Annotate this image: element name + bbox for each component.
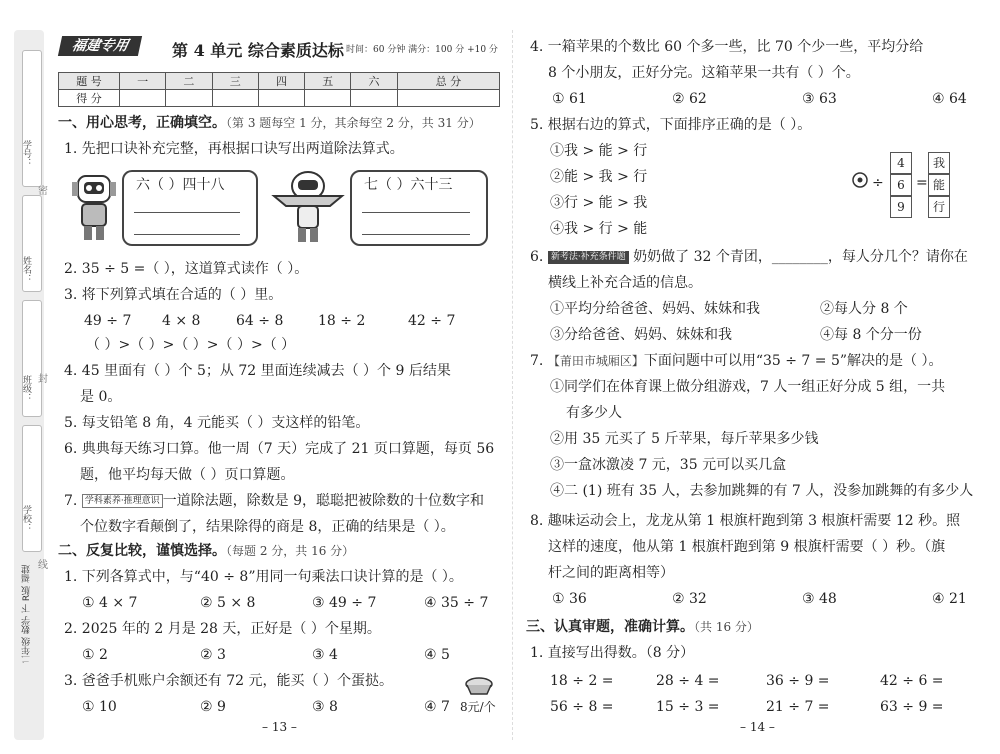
question-1-7 (64, 492, 484, 510)
question-1-6: 6. 典典每天练习口算。他一周（7 天）完成了 21 页口算题，每页 56 (64, 441, 495, 457)
name-label: 姓名： (21, 256, 31, 283)
option[interactable]: ④二 (1) 班有 35 人，去参加跳舞的有 7 人，没参加跳舞的有多少人 (550, 483, 974, 499)
score-cell: 四 (258, 73, 304, 90)
question-1-6-cont: 题，他平均每天做（ ）页口算题。 (80, 467, 295, 483)
equation-char: 能 (928, 174, 950, 196)
score-cell: 得 分 (59, 90, 120, 107)
option[interactable]: ④ 21 (932, 591, 967, 607)
calc-item[interactable]: 28 ÷ 4 = (656, 673, 720, 689)
option[interactable]: ④每 8 个分一份 (820, 327, 922, 343)
section-1-note: （第 3 题每空 1 分，其余每空 2 分，共 31 分） (226, 116, 481, 130)
section-1-title: 一、用心思考，正确填空。 (58, 115, 226, 131)
choice-1: 1. 下列各算式中，与“40 ÷ 8”用同一句乘法口诀计算的是（ ）。 (64, 569, 463, 585)
option[interactable]: ② 3 (200, 647, 226, 663)
option[interactable]: ②每人分 8 个 (820, 301, 908, 317)
price-label: 8元/个 (460, 700, 496, 714)
option[interactable]: ①平均分给爸爸、妈妈、妹妹和我 (550, 301, 760, 317)
choice-2: 2. 2025 年的 2 月是 28 天，正好是（ ）个星期。 (64, 621, 381, 637)
seal-mark-mi: 密 (38, 186, 48, 197)
question-1-1: 1. 先把口诀补充完整，再根据口诀写出两道除法算式。 (64, 141, 404, 157)
section-2-note: （每题 2 分，共 16 分） (226, 544, 355, 558)
q3-expr: 4 × 8 (162, 313, 201, 329)
q7-tag: 学科素养·推理意识 (82, 494, 163, 508)
q7-number: 7. (64, 493, 78, 509)
c7-text: 下面问题中可以用“35 ÷ 7 = 5”解决的是（ ）。 (643, 353, 943, 369)
calc-item[interactable]: 15 ÷ 3 = (656, 699, 720, 715)
seal-mark-feng: 封 (38, 374, 48, 385)
page-title: 第 4 单元 综合素质达标 (172, 41, 344, 60)
option[interactable]: ② 5 × 8 (200, 595, 256, 611)
rhyme-2: 七（ ）六十三 (364, 177, 453, 193)
option[interactable]: ③行 > 能 > 我 (550, 195, 648, 211)
equation-char: 行 (928, 196, 950, 218)
c6-number: 6. (530, 249, 544, 265)
q3-expr: 18 ÷ 2 (318, 313, 366, 329)
option[interactable]: ③ 8 (312, 699, 338, 715)
option[interactable]: ④ 7 (424, 699, 450, 715)
score-cell[interactable] (305, 90, 351, 107)
score-cell[interactable] (120, 90, 166, 107)
score-cell: 六 (351, 73, 397, 90)
calc-item[interactable]: 42 ÷ 6 = (880, 673, 944, 689)
school-label: 学校： (21, 505, 31, 532)
choice-8-cont: 这样的速度，他从第 1 根旗杆跑到第 9 根旗杆需要（ ）秒。（旗 (548, 539, 946, 555)
choice-6-cont: 横线上补充合适的信息。 (548, 275, 702, 291)
equation-char: 我 (928, 152, 950, 174)
c6-text: 奶奶做了 32 个青团，________，每人分几个？请你在 (633, 249, 968, 265)
option[interactable]: ② 32 (672, 591, 707, 607)
choice-4: 4. 一箱苹果的个数比 60 个多一些，比 70 个少一些，平均分给 (530, 39, 924, 55)
option[interactable]: ① 36 (552, 591, 587, 607)
option[interactable]: ③ 63 (802, 91, 837, 107)
answer-line[interactable] (134, 212, 240, 213)
calc-item[interactable]: 36 ÷ 9 = (766, 673, 830, 689)
option[interactable]: ②能 > 我 > 行 (550, 169, 648, 185)
q3-blanks[interactable]: （ ）>（ ）>（ ）>（ ）>（ ） (86, 337, 296, 353)
question-1-5: 5. 每支铅笔 8 角，4 元能买（ ）支这样的铅笔。 (64, 415, 370, 431)
q3-expr: 42 ÷ 7 (408, 313, 456, 329)
answer-line[interactable] (362, 212, 470, 213)
option[interactable]: ④ 64 (932, 91, 967, 107)
option[interactable]: ④我 > 行 > 能 (550, 221, 648, 237)
flower-icon (850, 170, 870, 190)
calc-item[interactable]: 21 ÷ 7 = (766, 699, 830, 715)
option[interactable]: ② 9 (200, 699, 226, 715)
school-box (22, 425, 42, 552)
choice-6 (530, 248, 968, 266)
question-1-4: 4. 45 里面有（ ）个 5；从 72 里面连续减去（ ）个 9 后结果 (64, 363, 451, 379)
question-1-2: 2. 35 ÷ 5 =（ ），这道算式读作（ ）。 (64, 261, 309, 277)
option[interactable]: ④ 5 (424, 647, 450, 663)
option[interactable]: ② 62 (672, 91, 707, 107)
exam-meta: 时间：60 分钟 满分：100 分 +10 分 (346, 45, 498, 55)
option[interactable]: ③ 48 (802, 591, 837, 607)
rhyme-1: 六（ ）四十八 (136, 177, 225, 193)
region-badge: 福建专用 (58, 36, 142, 56)
section-3-heading (526, 618, 759, 636)
calc-item[interactable]: 18 ÷ 2 = (550, 673, 614, 689)
answer-line[interactable] (134, 234, 240, 235)
question-1-3: 3. 将下列算式填在合适的（ ）里。 (64, 287, 283, 303)
choice-5: 5. 根据右边的算式，下面排序正确的是（ ）。 (530, 117, 812, 133)
section-2-heading (58, 542, 354, 560)
student-id-label: 学号： (21, 140, 31, 167)
page-number-right: – 14 – (740, 720, 775, 734)
option[interactable]: ①我 > 能 > 行 (550, 143, 648, 159)
score-header-row (59, 73, 500, 90)
option[interactable]: ③ 4 (312, 647, 338, 663)
score-cell[interactable] (212, 90, 258, 107)
option[interactable]: ②用 35 元买了 5 斤苹果，每斤苹果多少钱 (550, 431, 819, 447)
robot-plane-icon (270, 166, 346, 244)
score-table (58, 72, 500, 107)
score-cell: 五 (305, 73, 351, 90)
page-divider (512, 30, 513, 740)
c7-tag: 【莆田市城厢区】 (547, 354, 644, 368)
option[interactable]: ① 10 (82, 699, 117, 715)
section-2-title: 二、反复比较，谨慎选择。 (58, 543, 226, 559)
seal-mark-xian: 线 (38, 560, 48, 571)
option[interactable]: ① 2 (82, 647, 108, 663)
calc-item[interactable]: 63 ÷ 9 = (880, 699, 944, 715)
q7-text: 一道除法题，除数是 9，聪聪把被除数的十位数字和 (162, 493, 485, 509)
choice-8: 8. 趣味运动会上，龙龙从第 1 根旗杆跑到第 3 根旗杆需要 12 秒。照 (530, 513, 961, 529)
score-cell: 题 号 (59, 73, 120, 90)
score-cell: 二 (166, 73, 212, 90)
egg-tart-icon (464, 676, 494, 696)
score-cell: 一 (120, 73, 166, 90)
option[interactable]: ① 61 (552, 91, 587, 107)
option[interactable]: ① 4 × 7 (82, 595, 138, 611)
score-cell: 总 分 (397, 73, 499, 90)
option[interactable]: ④ 35 ÷ 7 (424, 595, 489, 611)
divide-sign: ÷ (872, 175, 884, 191)
q3-expr: 64 ÷ 8 (236, 313, 284, 329)
score-value-row (59, 90, 500, 107)
calc-question-1: 1. 直接写出得数。（8 分） (530, 645, 695, 661)
score-cell: 三 (212, 73, 258, 90)
page-number-left: – 13 – (262, 720, 297, 734)
option-cont: 有多少人 (566, 405, 622, 421)
question-1-7-cont: 个位数字看颠倒了，结果除得的商是 8，正确的结果是（ ）。 (80, 519, 455, 535)
c7-number: 7. (530, 353, 544, 369)
equation-number: 9 (890, 196, 912, 218)
equals-sign: = (916, 175, 928, 191)
c6-tag: 新考法·补充条件题 (548, 251, 629, 264)
choice-4-cont: 8 个小朋友，正好分完。这箱苹果一共有（ ）个。 (548, 65, 860, 81)
section-3-note: （共 16 分） (694, 620, 759, 634)
section-1-heading (58, 114, 481, 132)
option[interactable]: ③ 49 ÷ 7 (312, 595, 377, 611)
answer-line[interactable] (362, 234, 470, 235)
option[interactable]: ①同学们在体育课上做分组游戏，7 人一组正好分成 5 组，一共 (550, 379, 946, 395)
score-cell[interactable] (258, 90, 304, 107)
option[interactable]: ③一盒冰激凌 7 元，35 元可以买几盒 (550, 457, 787, 473)
robot-icon-red (66, 168, 122, 242)
equation-number: 6 (890, 174, 912, 196)
grade-label: 二年级 数学 下 R版 福建 (22, 565, 32, 664)
class-label: 班级： (21, 375, 31, 402)
score-cell[interactable] (351, 90, 397, 107)
choice-7 (530, 352, 942, 370)
choice-3: 3. 爸爸手机账户余额还有 72 元，能买（ ）个蛋挞。 (64, 673, 393, 689)
score-cell[interactable] (166, 90, 212, 107)
choice-8-cont: 杆之间的距离相等） (548, 565, 674, 581)
option[interactable]: ③分给爸爸、妈妈、妹妹和我 (550, 327, 732, 343)
question-1-4-cont: 是 0。 (80, 389, 122, 405)
calc-item[interactable]: 56 ÷ 8 = (550, 699, 614, 715)
q3-expr: 49 ÷ 7 (84, 313, 132, 329)
section-3-title: 三、认真审题，准确计算。 (526, 619, 694, 635)
score-cell[interactable] (397, 90, 499, 107)
equation-number: 4 (890, 152, 912, 174)
